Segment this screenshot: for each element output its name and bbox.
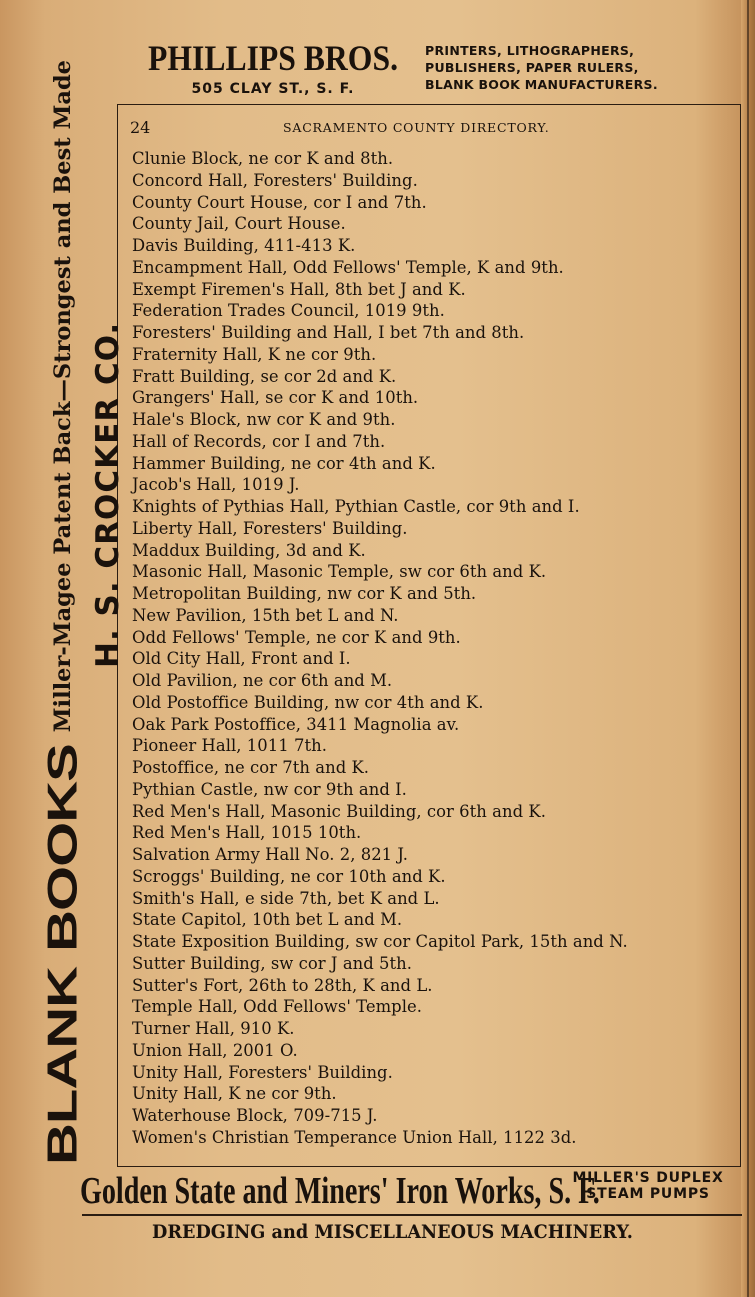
directory-entry: Salvation Army Hall No. 2, 821 J.	[132, 845, 409, 864]
directory-entry: Concord Hall, Foresters' Building.	[132, 170, 418, 190]
directory-entry: Masonic Hall, Masonic Temple, sw cor 6th and K.	[132, 562, 547, 582]
directory-entry: New Pavilion, 15th bet L and N.	[132, 605, 399, 625]
directory-entry: Old City Hall, Front and I.	[132, 649, 351, 669]
frame-rule-top	[117, 104, 740, 105]
directory-entry: Sutter's Fort, 26th to 28th, K and L.	[132, 975, 433, 995]
directory-entry: Knights of Pythias Hall, Pythian Castle, cor 9th and I.	[132, 497, 580, 516]
directory-entry: Maddux Building, 3d and K.	[132, 540, 366, 560]
directory-entry: Union Hall, 2001 O.	[132, 1040, 298, 1060]
directory-entry: Unity Hall, K ne cor 9th.	[132, 1084, 337, 1104]
directory-entry: County Court House, cor I and 7th.	[132, 192, 427, 212]
directory-entry: Liberty Hall, Foresters' Building.	[132, 518, 408, 538]
directory-entry: Women's Christian Temperance Union Hall, 1122 3d.	[132, 1127, 577, 1147]
footer-ad-ironworks: Golden State and Miners' Iron Works, S. F.	[80, 1170, 600, 1212]
directory-entry: Pioneer Hall, 1011 7th.	[132, 736, 327, 756]
frame-rule-right	[740, 104, 741, 1167]
directory-entry: Metropolitan Building, nw cor K and 5th.	[132, 584, 477, 603]
running-head-title: SACRAMENTO COUNTY DIRECTORY.	[283, 120, 550, 135]
directory-entry: Pythian Castle, nw cor 9th and I.	[132, 779, 407, 799]
directory-entry: Hall of Records, cor I and 7th.	[132, 431, 386, 451]
page-number: 24	[130, 118, 151, 137]
directory-entry: Exempt Firemen's Hall, 8th bet J and K.	[132, 279, 466, 299]
directory-entry: Hale's Block, nw cor K and 9th.	[132, 410, 396, 429]
directory-entry: Old Pavilion, ne cor 6th and M.	[132, 671, 393, 690]
header-ad-left	[128, 40, 418, 97]
directory-entry: Clunie Block, ne cor K and 8th.	[132, 149, 394, 168]
directory-entry: Sutter Building, sw cor J and 5th.	[132, 953, 413, 973]
directory-entry: Fraternity Hall, K ne cor 9th.	[132, 344, 377, 364]
directory-entry: Oak Park Postoffice, 3411 Magnolia av.	[132, 714, 460, 734]
directory-entry: Grangers' Hall, se cor K and 10th.	[132, 388, 419, 408]
directory-entry: Turner Hall, 910 K.	[132, 1019, 295, 1038]
header-company: PHILLIPS BROS.	[147, 38, 399, 78]
directory-entry: Waterhouse Block, 709-715 J.	[132, 1106, 378, 1125]
directory-entry: Jacob's Hall, 1019 J.	[132, 475, 300, 495]
footer-ad-machinery: DREDGING and MISCELLANEOUS MACHINERY.	[152, 1221, 633, 1243]
directory-entry-list	[132, 148, 628, 1149]
directory-entry: Odd Fellows' Temple, ne cor K and 9th.	[132, 627, 461, 647]
directory-entry: Encampment Hall, Odd Fellows' Temple, K and 9th.	[132, 257, 564, 277]
directory-entry: Davis Building, 411-413 K.	[132, 236, 356, 255]
directory-entry: Hammer Building, ne cor 4th and K.	[132, 453, 436, 473]
side-ad-tagline: Miller-Magee Patent Back—Strongest and Best Made	[50, 60, 76, 733]
directory-entry: State Exposition Building, sw cor Capitol Park, 15th and N.	[132, 932, 628, 951]
directory-entry: Foresters' Building and Hall, I bet 7th and 8th.	[132, 323, 525, 342]
directory-entry: Temple Hall, Odd Fellows' Temple.	[132, 997, 423, 1017]
directory-entry: Red Men's Hall, Masonic Building, cor 6th and K.	[132, 801, 546, 821]
side-ad-big: BLANK BOOKS	[39, 744, 87, 1165]
directory-entry: County Jail, Court House.	[132, 214, 346, 234]
footer-pumps-line: MILLER'S DUPLEX	[572, 1170, 724, 1186]
directory-entry: Red Men's Hall, 1015 10th.	[132, 823, 362, 843]
directory-entry: Smith's Hall, e side 7th, bet K and L.	[132, 888, 440, 908]
header-address: 505 CLAY ST., S. F.	[191, 81, 355, 97]
header-service-line: PRINTERS, LITHOGRAPHERS,	[425, 43, 635, 58]
directory-entry: Postoffice, ne cor 7th and K.	[132, 758, 370, 777]
footer-pumps-line: STEAM PUMPS	[586, 1186, 710, 1202]
directory-entry: Unity Hall, Foresters' Building.	[132, 1062, 393, 1082]
side-ad-company: H. S. CROCKER CO.	[90, 321, 126, 668]
directory-entry: Scroggs' Building, ne cor 10th and K.	[132, 866, 446, 886]
side-ad-line1	[39, 60, 87, 1165]
header-service-line: BLANK BOOK MANUFACTURERS.	[425, 77, 658, 92]
header-ad-services	[425, 42, 730, 93]
footer-ad-pumps	[548, 1170, 748, 1202]
header-service-line: PUBLISHERS, PAPER RULERS,	[425, 60, 639, 75]
footer-rule	[82, 1214, 742, 1216]
directory-entry: State Capitol, 10th bet L and M.	[132, 910, 403, 930]
directory-entry: Federation Trades Council, 1019 9th.	[132, 301, 445, 321]
directory-entry: Fratt Building, se cor 2d and K.	[132, 366, 397, 386]
page-edge-line	[747, 0, 749, 1297]
directory-entry: Old Postoffice Building, nw cor 4th and K.	[132, 692, 484, 712]
